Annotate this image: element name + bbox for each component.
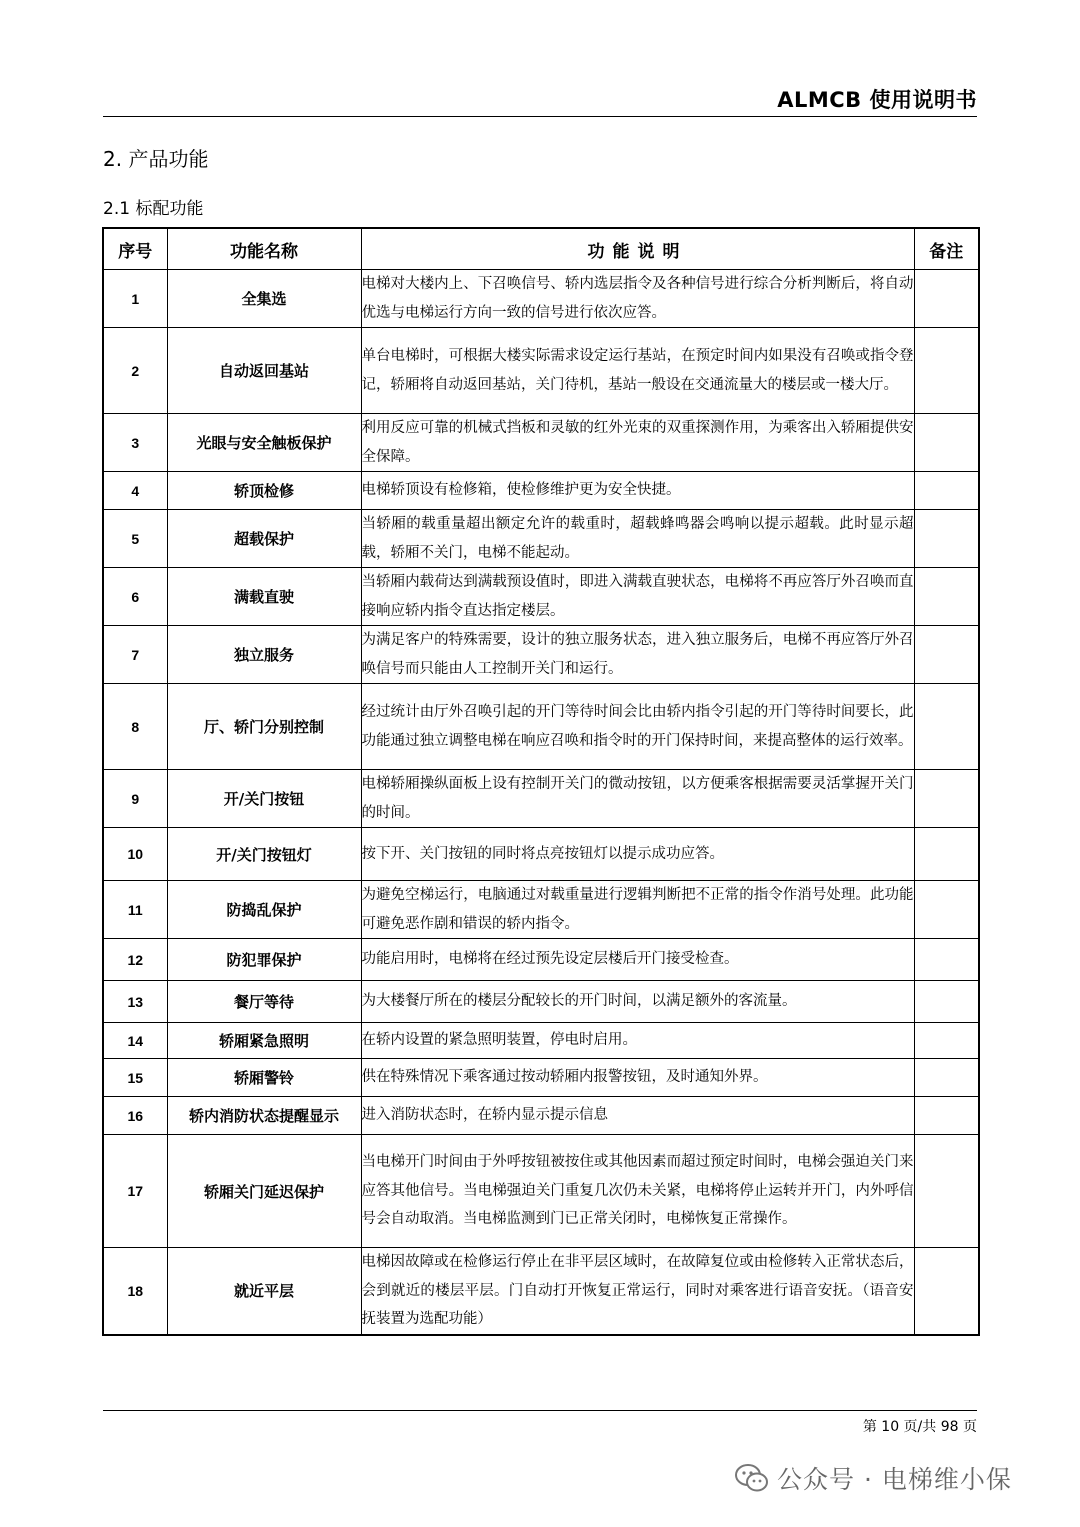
table-row	[103, 472, 979, 510]
table-row	[103, 626, 979, 684]
feature-note	[914, 1097, 979, 1135]
feature-name: 防捣乱保护	[167, 881, 361, 939]
feature-name: 厅、轿门分别控制	[167, 684, 361, 770]
feature-name: 轿顶检修	[167, 472, 361, 510]
footer-divider	[103, 1410, 977, 1411]
feature-name: 开/关门按钮	[167, 770, 361, 828]
row-number: 3	[103, 414, 167, 472]
feature-note	[914, 328, 979, 414]
row-number: 13	[103, 981, 167, 1023]
feature-note	[914, 1248, 979, 1335]
feature-description: 电梯轿顶设有检修箱，使检修维护更为安全快捷。	[361, 472, 914, 510]
feature-note	[914, 1023, 979, 1059]
feature-note	[914, 881, 979, 939]
feature-name: 轿厢警铃	[167, 1059, 361, 1097]
feature-description: 进入消防状态时，在轿内显示提示信息	[361, 1097, 914, 1135]
feature-note	[914, 939, 979, 981]
feature-note	[914, 626, 979, 684]
table-row	[103, 328, 979, 414]
features-table	[102, 227, 980, 1336]
feature-description: 当轿厢内载荷达到满载预设值时，即进入满载直驶状态，电梯将不再应答厅外召唤而直接响应轿内指令直达指定楼层。	[361, 568, 914, 626]
row-number: 16	[103, 1097, 167, 1135]
table-row	[103, 981, 979, 1023]
row-number: 14	[103, 1023, 167, 1059]
feature-note	[914, 414, 979, 472]
section-heading: 2. 产品功能	[103, 147, 209, 171]
feature-name: 轿厢紧急照明	[167, 1023, 361, 1059]
table-row	[103, 510, 979, 568]
header-note: 备注	[914, 228, 979, 270]
table-row	[103, 881, 979, 939]
feature-description: 单台电梯时，可根据大楼实际需求设定运行基站，在预定时间内如果没有召唤或指令登记，轿厢将自动返回基站，关门待机，基站一般设在交通流量大的楼层或一楼大厅。	[361, 328, 914, 414]
feature-description: 按下开、关门按钮的同时将点亮按钮灯以提示成功应答。	[361, 828, 914, 881]
table-row	[103, 1059, 979, 1097]
feature-note	[914, 270, 979, 328]
feature-note	[914, 1059, 979, 1097]
table-row	[103, 939, 979, 981]
row-number: 5	[103, 510, 167, 568]
feature-name: 光眼与安全触板保护	[167, 414, 361, 472]
row-number: 17	[103, 1135, 167, 1248]
row-number: 9	[103, 770, 167, 828]
document-title: ALMCB 使用说明书	[777, 88, 977, 112]
row-number: 7	[103, 626, 167, 684]
feature-name: 餐厅等待	[167, 981, 361, 1023]
feature-note	[914, 981, 979, 1023]
feature-name: 轿内消防状态提醒显示	[167, 1097, 361, 1135]
feature-name: 自动返回基站	[167, 328, 361, 414]
feature-description: 为避免空梯运行，电脑通过对载重量进行逻辑判断把不正常的指令作消号处理。此功能可避免恶作剧和错误的轿内指令。	[361, 881, 914, 939]
row-number: 1	[103, 270, 167, 328]
feature-description: 功能启用时，电梯将在经过预先设定层楼后开门接受检查。	[361, 939, 914, 981]
table-row	[103, 270, 979, 328]
header-name: 功能名称	[167, 228, 361, 270]
row-number: 12	[103, 939, 167, 981]
feature-note	[914, 684, 979, 770]
row-number: 15	[103, 1059, 167, 1097]
feature-name: 独立服务	[167, 626, 361, 684]
table-body	[103, 270, 979, 1335]
feature-name: 就近平层	[167, 1248, 361, 1335]
feature-description: 在轿内设置的紧急照明装置，停电时启用。	[361, 1023, 914, 1059]
table-row	[103, 1097, 979, 1135]
feature-description: 电梯轿厢操纵面板上设有控制开关门的微动按钮，以方便乘客根据需要灵活掌握开关门的时间。	[361, 770, 914, 828]
table-row	[103, 1135, 979, 1248]
feature-note	[914, 1135, 979, 1248]
feature-description: 为满足客户的特殊需要，设计的独立服务状态，进入独立服务后，电梯不再应答厅外召唤信号而只能由人工控制开关门和运行。	[361, 626, 914, 684]
features-table-container	[102, 227, 978, 1336]
row-number: 8	[103, 684, 167, 770]
subsection-heading: 2.1 标配功能	[103, 199, 204, 219]
feature-note	[914, 510, 979, 568]
row-number: 2	[103, 328, 167, 414]
feature-note	[914, 828, 979, 881]
feature-description: 当电梯开门时间由于外呼按钮被按住或其他因素而超过预定时间时，电梯会强迫关门来应答其他信号。当电梯强迫关门重复几次仍未关紧，电梯将停止运转并开门，内外呼信号会自动取消。当电梯监测到门已正常关闭时，电梯恢复正常操作。	[361, 1135, 914, 1248]
table-row	[103, 770, 979, 828]
table-row	[103, 568, 979, 626]
feature-description: 经过统计由厅外召唤引起的开门等待时间会比由轿内指令引起的开门等待时间要长，此功能通过独立调整电梯在响应召唤和指令时的开门保持时间，来提高整体的运行效率。	[361, 684, 914, 770]
table-row	[103, 1248, 979, 1335]
feature-description: 电梯对大楼内上、下召唤信号、轿内选层指令及各种信号进行综合分析判断后，将自动优选与电梯运行方向一致的信号进行依次应答。	[361, 270, 914, 328]
feature-description: 为大楼餐厅所在的楼层分配较长的开门时间，以满足额外的客流量。	[361, 981, 914, 1023]
feature-note	[914, 568, 979, 626]
row-number: 11	[103, 881, 167, 939]
page-number: 第 10 页/共 98 页	[862, 1419, 977, 1435]
watermark-text: 公众号 · 电梯维小保	[777, 1465, 1012, 1494]
table-header-row	[103, 228, 979, 270]
table-row	[103, 1023, 979, 1059]
feature-description: 当轿厢的载重量超出额定允许的载重时，超载蜂鸣器会鸣响以提示超载。此时显示超载，轿厢不关门，电梯不能起动。	[361, 510, 914, 568]
feature-name: 防犯罪保护	[167, 939, 361, 981]
header-divider	[103, 116, 977, 117]
row-number: 18	[103, 1248, 167, 1335]
feature-name: 轿厢关门延迟保护	[167, 1135, 361, 1248]
feature-note	[914, 472, 979, 510]
row-number: 6	[103, 568, 167, 626]
feature-name: 满载直驶	[167, 568, 361, 626]
watermark	[735, 1460, 1012, 1496]
feature-description: 供在特殊情况下乘客通过按动轿厢内报警按钮，及时通知外界。	[361, 1059, 914, 1097]
feature-description: 电梯因故障或在检修运行停止在非平层区域时，在故障复位或由检修转入正常状态后，会到就近的楼层平层。门自动打开恢复正常运行，同时对乘客进行语音安抚。（语音安抚装置为选配功能）	[361, 1248, 914, 1335]
table-row	[103, 684, 979, 770]
feature-name: 超载保护	[167, 510, 361, 568]
feature-name: 全集选	[167, 270, 361, 328]
table-row	[103, 828, 979, 881]
wechat-icon	[735, 1463, 769, 1493]
row-number: 10	[103, 828, 167, 881]
header-no: 序号	[103, 228, 167, 270]
feature-note	[914, 770, 979, 828]
feature-description: 利用反应可靠的机械式挡板和灵敏的红外光束的双重探测作用，为乘客出入轿厢提供安全保障。	[361, 414, 914, 472]
table-row	[103, 414, 979, 472]
feature-name: 开/关门按钮灯	[167, 828, 361, 881]
row-number: 4	[103, 472, 167, 510]
header-desc: 功能说明	[361, 228, 914, 270]
